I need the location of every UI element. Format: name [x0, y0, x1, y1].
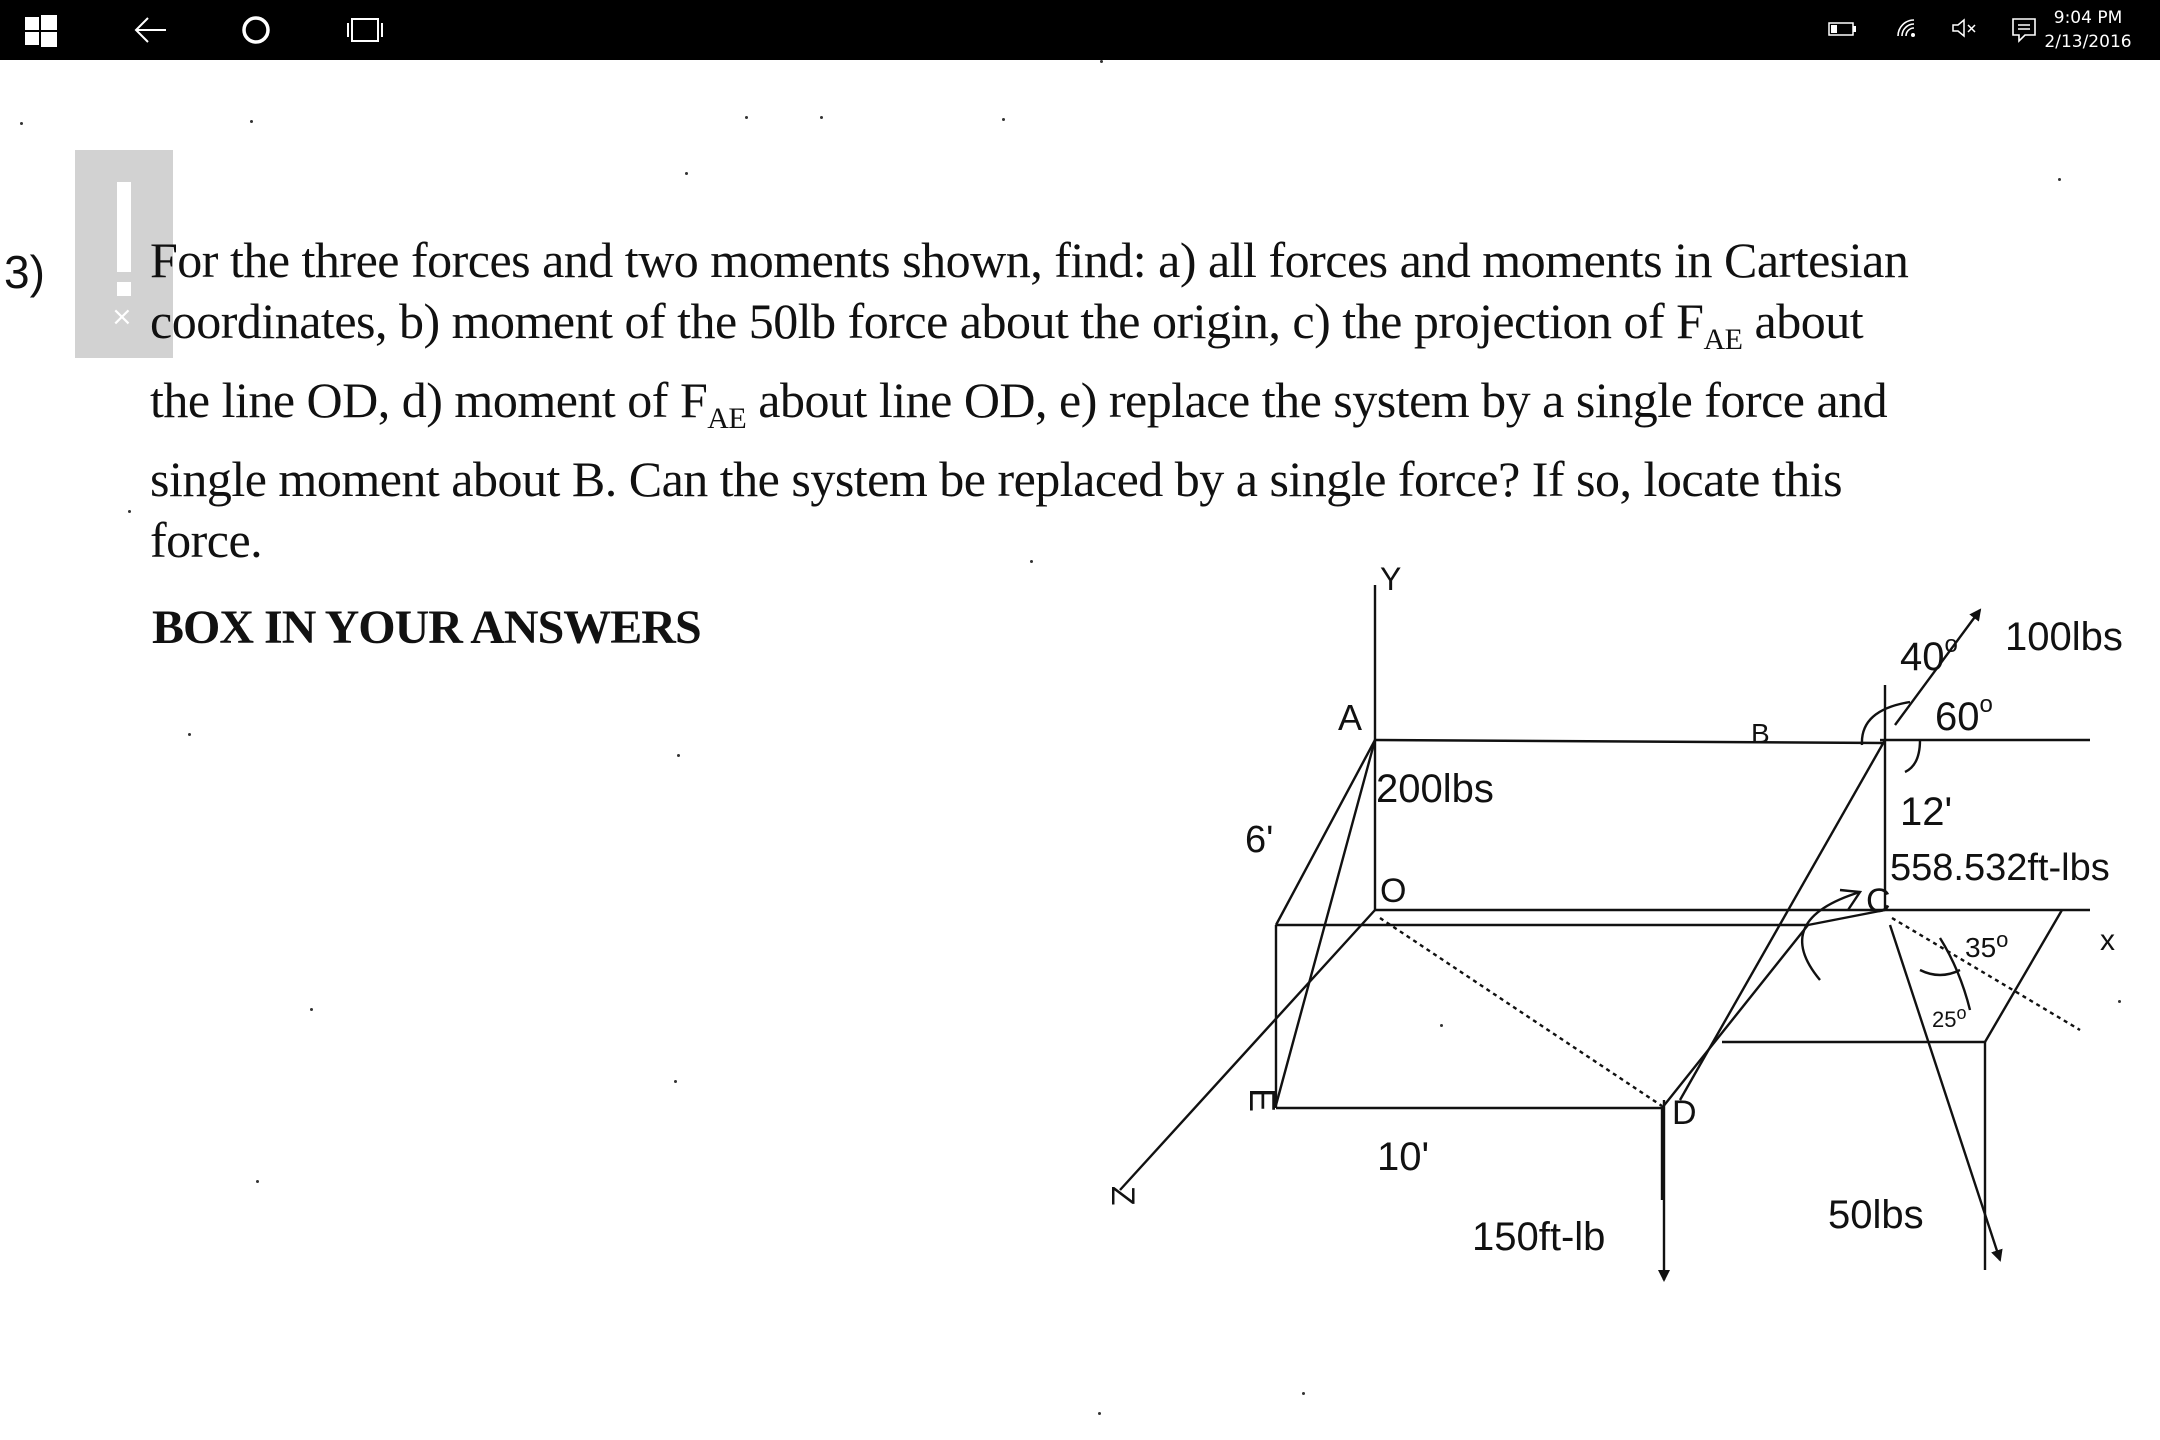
scan-speck: [674, 1080, 677, 1083]
box-answers-heading: BOX IN YOUR ANSWERS: [152, 601, 701, 654]
label-12-ft: 12': [1900, 790, 1953, 834]
label-35-deg: 35$^o$: [1965, 927, 2009, 963]
label-point-d: D: [1672, 1094, 1697, 1132]
label-point-a: A: [1338, 697, 1363, 738]
scan-speck: [1100, 60, 1103, 63]
label-x-axis: x: [2100, 924, 2115, 957]
dashed-od: [1380, 918, 1662, 1106]
label-150-ft-lb: 150ft-lb: [1472, 1215, 1606, 1259]
scan-speck: [685, 172, 688, 175]
battery-icon[interactable]: [1828, 20, 1858, 38]
label-40-deg: 40$^o$: [1900, 631, 1958, 679]
label-point-o: O: [1380, 872, 1407, 910]
taskbar: [0, 0, 2160, 60]
cortana-search-icon[interactable]: [240, 14, 272, 46]
wifi-icon[interactable]: [1894, 16, 1922, 40]
back-arrow-icon[interactable]: [132, 14, 168, 46]
force-line-db: [1680, 740, 1885, 1100]
windows-start-icon[interactable]: [24, 14, 58, 48]
angle-25-arc: [1920, 970, 1960, 975]
clock-time: 9:04 PM: [2053, 8, 2123, 28]
question-line: For the three forces and two moments shown, find: a) all forces and moments in Cartesian: [150, 232, 1909, 288]
exclamation-dot: [117, 282, 131, 296]
label-100lbs: 100lbs: [2005, 615, 2123, 659]
scan-speck: [20, 122, 23, 125]
label-60-deg: 60$^o$: [1935, 691, 1993, 739]
label-10-ft: 10': [1377, 1135, 1430, 1179]
label-558-ft-lbs: 558.532ft-lbs: [1890, 847, 2110, 889]
scan-speck: [745, 116, 748, 119]
label-point-b: B: [1751, 718, 1770, 749]
question-line: force.: [150, 512, 263, 568]
question-number: 3): [4, 246, 45, 298]
angle-60-arc: [1905, 740, 1920, 772]
force-ae-line: [1276, 740, 1375, 1105]
edge-left-slant: [1276, 740, 1375, 925]
subscript-ae: AE: [707, 402, 747, 435]
scan-speck: [188, 733, 191, 736]
label-point-c: C: [1866, 882, 1891, 920]
question-line: single moment about B. Can the system be replaced by a single force? If so, locate this: [150, 451, 1843, 507]
speaker-muted-icon[interactable]: [1950, 16, 1978, 40]
task-view-icon[interactable]: [344, 14, 386, 46]
edge-ab: [1375, 740, 1885, 743]
taskbar-clock[interactable]: [2028, 6, 2148, 54]
question-text: [150, 230, 2000, 571]
scan-speck: [1030, 560, 1033, 563]
label-200lbs: 200lbs: [1376, 767, 1494, 811]
label-6-ft: 6': [1245, 819, 1274, 861]
label-point-e: E: [1242, 1088, 1283, 1113]
edge-d-slant: [1662, 925, 1808, 1108]
z-axis-line: [1120, 910, 1375, 1190]
label-50lbs: 50lbs: [1828, 1193, 1924, 1237]
subscript-ae: AE: [1703, 323, 1743, 356]
question-line: coordinates, b) moment of the 50lb force about the origin, c) the projection of $F_{AE}$ about: [150, 293, 1864, 356]
scan-speck: [1098, 1412, 1101, 1415]
scan-speck: [310, 1008, 313, 1011]
label-y-axis: Y: [1380, 561, 1402, 597]
statics-diagram: [1080, 540, 2140, 1340]
scan-speck: [256, 1180, 259, 1183]
exclamation-icon: [117, 182, 131, 272]
scan-speck: [820, 116, 823, 119]
scan-speck: [1002, 118, 1005, 121]
scan-speck: [677, 754, 680, 757]
question-line: the line OD, d) moment of $F_{AE}$ about line OD, e) replace the system by a single force and: [150, 372, 1888, 435]
scan-speck: [1302, 1392, 1305, 1395]
scan-speck: [2058, 178, 2061, 181]
label-z-axis: Z: [1105, 1186, 1141, 1206]
close-icon[interactable]: ×: [111, 302, 133, 332]
scan-speck: [250, 120, 253, 123]
clock-date: 2/13/2016: [2044, 32, 2132, 52]
scan-speck: [128, 510, 131, 513]
label-25-deg: 25$^o$: [1932, 1003, 1967, 1032]
